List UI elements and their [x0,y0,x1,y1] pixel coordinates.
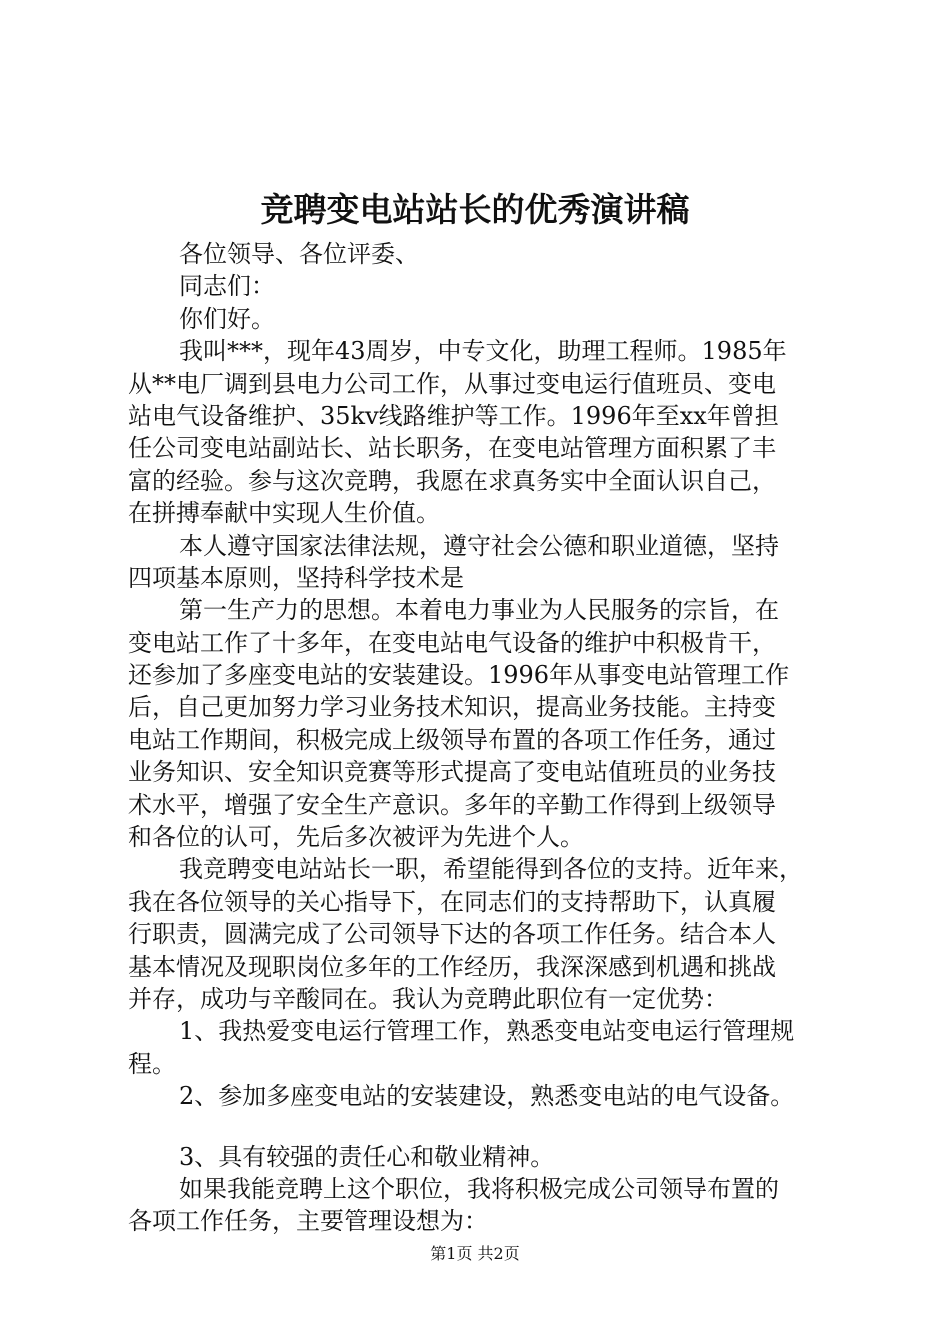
text-line: 2、参加多座变电站的安装建设，熟悉变电站的电气设备。 [179,1082,795,1111]
text-line: 同志们： [179,272,275,301]
text-line: 你们好。 [179,304,275,333]
text-line: 四项基本原则，坚持科学技术是 [128,563,464,592]
text-line: 电站工作期间，积极完成上级领导布置的各项工作任务，通过 [128,725,776,754]
text-line: 站电气设备维护、35kv线路维护等工作。1996年至xx年曾担 [128,401,779,430]
text-line: 任公司变电站副站长、站长职务，在变电站管理方面积累了丰 [128,434,776,463]
blank-line [128,1113,836,1141]
text-line: 并存，成功与辛酸同在。我认为竞聘此职位有一定优势： [128,984,728,1013]
text-line: 各位领导、各位评委、 [179,240,419,268]
text-line: 富的经验。参与这次竞聘，我愿在求真务实中全面认识自己， [128,466,776,495]
text-line: 如果我能竞聘上这个职位，我将积极完成公司领导布置的 [179,1174,779,1203]
text-line: 后，自己更加努力学习业务技术知识，提高业务技能。主持变 [128,693,776,722]
text-line: 本人遵守国家法律法规，遵守社会公德和职业道德，坚持 [179,531,779,560]
text-line: 变电站工作了十多年，在变电站电气设备的维护中积极肯干， [128,628,776,657]
text-line: 我叫***，现年43周岁，中专文化，助理工程师。1985年 [179,337,787,366]
text-line: 行职责，圆满完成了公司领导下达的各项工作任务。结合本人 [128,920,776,949]
text-line: 术水平，增强了安全生产意识。多年的辛勤工作得到上级领导 [128,790,776,819]
text-line: 在拼搏奉献中实现人生价值。 [128,499,440,528]
text-line: 业务知识、安全知识竞赛等形式提高了变电站值班员的业务技 [128,758,776,787]
text-line: 1、我热爱变电运行管理工作，熟悉变电站变电运行管理规 [179,1017,795,1046]
document-body [128,238,836,1238]
text-line: 3、具有较强的责任心和敬业精神。 [179,1142,555,1171]
text-line: 还参加了多座变电站的安装建设。1996年从事变电站管理工作 [128,661,790,690]
page-footer: 第1页 共2页 [430,1244,520,1263]
text-line: 程。 [128,1049,176,1078]
text-line: 各项工作任务，主要管理设想为： [128,1207,488,1236]
text-line: 基本情况及现职岗位多年的工作经历，我深深感到机遇和挑战 [128,952,776,981]
text-line: 和各位的认可，先后多次被评为先进个人。 [128,823,584,852]
text-line: 我在各位领导的关心指导下，在同志们的支持帮助下，认真履 [128,887,776,916]
text-line: 第一生产力的思想。本着电力事业为人民服务的宗旨，在 [179,596,779,625]
text-line: 从**电厂调到县电力公司工作，从事过变电运行值班员、变电 [128,369,776,398]
text-line: 我竞聘变电站站长一职，希望能得到各位的支持。近年来， [179,855,803,884]
document-title: 竞聘变电站站长的优秀演讲稿 [260,190,690,229]
